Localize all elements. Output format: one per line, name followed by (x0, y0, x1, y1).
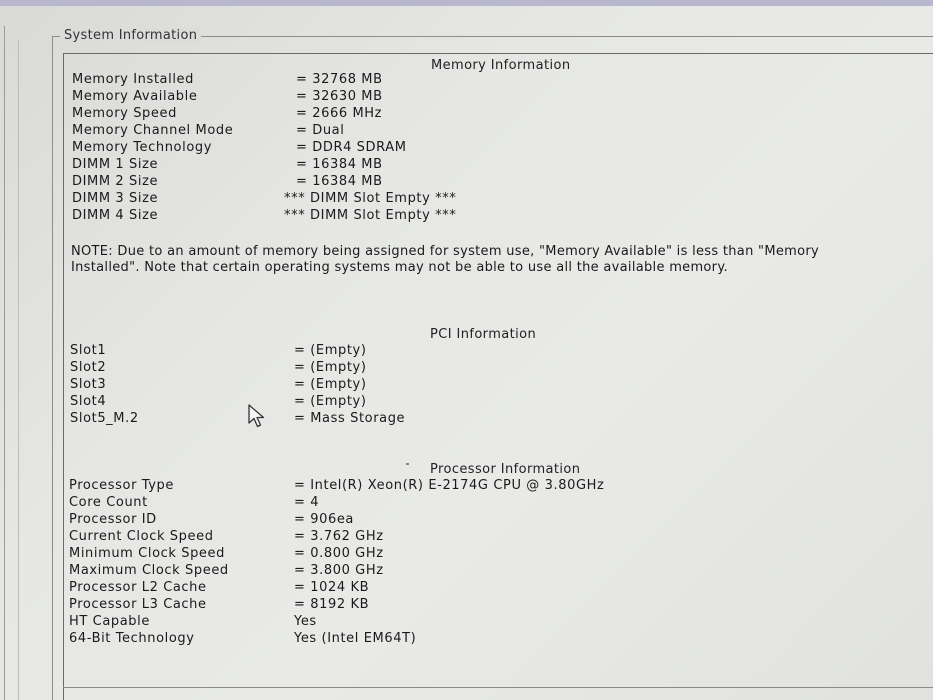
row-value: = 0.800 GHz (294, 546, 384, 561)
row-label: Processor L3 Cache (69, 597, 207, 612)
row-label: Slot1 (70, 343, 107, 358)
memory-section-title: Memory Information (431, 58, 571, 73)
row-label: Slot4 (70, 394, 107, 409)
row-value: Yes (294, 614, 317, 629)
memory-note: NOTE: Due to an amount of memory being assigned for system use, "Memory Available" is less than "Memory Installed". Note that certain operating systems may not be able to use all the available memory. (71, 244, 819, 275)
row-label: DIMM 1 Size (72, 157, 159, 172)
row-label: Slot3 (70, 377, 107, 392)
pci-row (70, 360, 470, 377)
row-label: DIMM 4 Size (72, 208, 159, 223)
row-label: Processor L2 Cache (69, 580, 207, 595)
processor-row (69, 546, 469, 563)
row-label: DIMM 3 Size (72, 191, 159, 206)
row-value: *** DIMM Slot Empty *** (284, 208, 457, 223)
row-value: = 1024 KB (294, 580, 370, 595)
memory-row (72, 123, 472, 140)
row-value: = 2666 MHz (296, 106, 383, 121)
row-value: = 16384 MB (296, 174, 383, 189)
row-label: DIMM 2 Size (72, 174, 159, 189)
screen-speck (406, 463, 409, 465)
group-box-left-border (52, 36, 53, 700)
row-label: Current Clock Speed (69, 529, 214, 544)
row-value: = (Empty) (294, 343, 367, 358)
memory-row (72, 191, 532, 208)
processor-row (69, 529, 469, 546)
row-label: Processor ID (69, 512, 157, 527)
processor-row (69, 580, 469, 597)
memory-row (72, 89, 472, 106)
row-value: = 906ea (294, 512, 355, 527)
row-label: Core Count (69, 495, 148, 510)
row-value: = DDR4 SDRAM (296, 140, 407, 155)
row-value: = 4 (294, 495, 320, 510)
pci-row (70, 411, 470, 428)
row-label: Minimum Clock Speed (69, 546, 225, 561)
row-label: Slot2 (70, 360, 107, 375)
row-value: = (Empty) (294, 394, 367, 409)
row-value: = 3.800 GHz (294, 563, 384, 578)
row-value: *** DIMM Slot Empty *** (284, 191, 457, 206)
processor-row (69, 495, 469, 512)
left-nav-divider (18, 40, 19, 700)
row-label: HT Capable (69, 614, 150, 629)
row-value: Yes (Intel EM64T) (294, 631, 417, 646)
row-value: = 8192 KB (294, 597, 370, 612)
processor-row (69, 614, 469, 631)
row-label: Slot5_M.2 (70, 411, 139, 426)
row-value: = Dual (296, 123, 345, 138)
memory-row (72, 72, 472, 89)
group-box-title: System Information (60, 28, 201, 43)
info-panel-left-border (63, 53, 64, 700)
row-value: = 32768 MB (296, 72, 383, 87)
row-label: Memory Speed (72, 106, 177, 121)
row-label: 64-Bit Technology (69, 631, 195, 646)
row-label: Processor Type (69, 478, 175, 493)
mouse-pointer-icon (248, 404, 268, 430)
info-panel-top-border (63, 53, 933, 54)
info-panel-bottom-border (63, 687, 933, 688)
processor-section-title: Processor Information (430, 462, 581, 477)
memory-row (72, 140, 472, 157)
row-value: = (Empty) (294, 360, 367, 375)
row-label: Memory Available (72, 89, 198, 104)
processor-row (69, 631, 529, 648)
row-label: Memory Channel Mode (72, 123, 234, 138)
memory-row (72, 208, 532, 225)
row-value: = 32630 MB (296, 89, 383, 104)
row-label: Maximum Clock Speed (69, 563, 229, 578)
top-border-strip (0, 0, 933, 6)
row-value: = 16384 MB (296, 157, 383, 172)
processor-row (69, 478, 709, 495)
pci-row (70, 377, 470, 394)
pci-row (70, 343, 470, 360)
pci-section-title: PCI Information (430, 327, 537, 342)
row-value: = Intel(R) Xeon(R) E-2174G CPU @ 3.80GHz (294, 478, 605, 493)
pci-row (70, 394, 470, 411)
processor-row (69, 563, 469, 580)
memory-row (72, 157, 472, 174)
processor-row (69, 512, 469, 529)
memory-row (72, 106, 472, 123)
left-nav-edge (0, 26, 5, 700)
row-label: Memory Technology (72, 140, 213, 155)
row-value: = Mass Storage (294, 411, 406, 426)
row-value: = (Empty) (294, 377, 367, 392)
row-label: Memory Installed (72, 72, 194, 87)
memory-row (72, 174, 472, 191)
processor-row (69, 597, 469, 614)
row-value: = 3.762 GHz (294, 529, 384, 544)
